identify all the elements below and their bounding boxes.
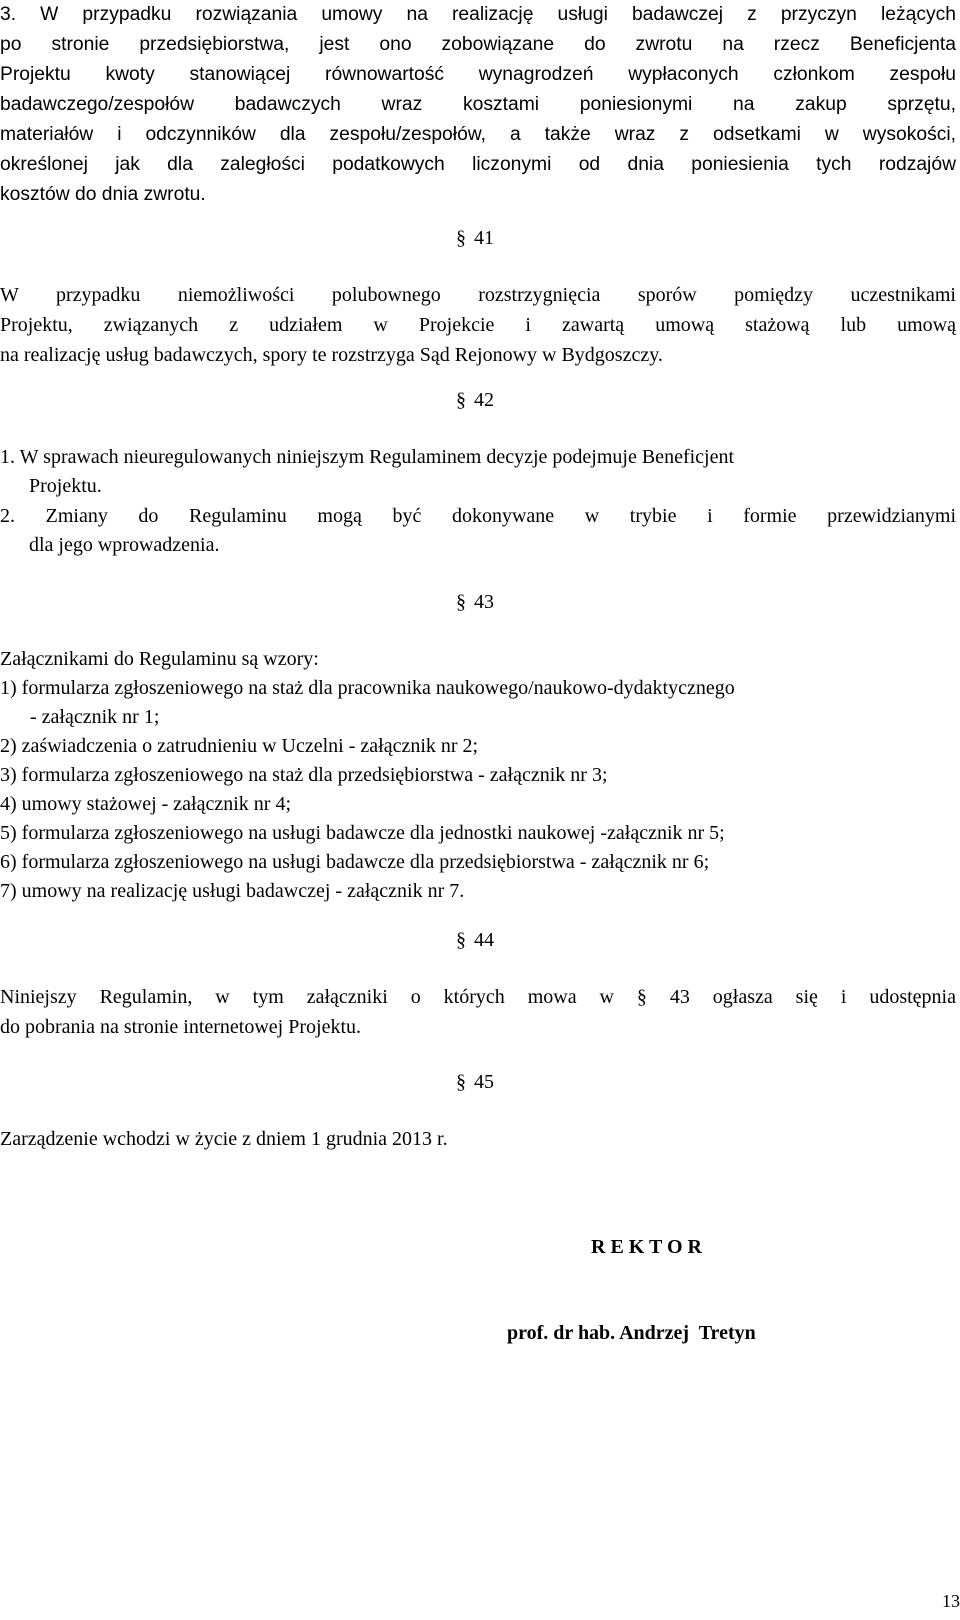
attachment-list-item: 2) zaświadczenia o zatrudnieniu w Uczelni - załącznik nr 2; bbox=[0, 735, 479, 757]
text-line: do pobrania na stronie internetowej Projektu. bbox=[0, 1016, 362, 1038]
text-line: badawczego/zespołów badawczych wraz kosztami poniesionymi na zakup sprzętu, bbox=[0, 94, 956, 115]
section-sign: § bbox=[456, 389, 466, 411]
section-heading-41 bbox=[456, 223, 494, 253]
attachment-list-item: 4) umowy stażowej - załącznik nr 4; bbox=[0, 793, 292, 815]
text-line: określonej jak dla zaległości podatkowych liczonymi od dnia poniesienia tych rodzajów bbox=[0, 154, 956, 175]
attachment-list-item: 1) formularza zgłoszeniowego na staż dla pracownika naukowego/naukowo-dydaktycznego bbox=[0, 677, 735, 699]
text-line: Projektu kwoty stanowiącej równowartość wynagrodzeń wypłaconych członkom zespołu bbox=[0, 64, 956, 85]
text-line: Niniejszy Regulamin, w tym załączniki o których mowa w § 43 ogłasza się i udostępnia bbox=[0, 986, 956, 1008]
attachment-list-item: 7) umowy na realizację usługi badawczej - załącznik nr 7. bbox=[0, 880, 465, 902]
section-42-item-1 bbox=[0, 442, 956, 472]
page-number: 13 bbox=[942, 1591, 960, 1611]
text-line: po stronie przedsiębiorstwa, jest ono zobowiązane do zwrotu na rzecz Beneficjenta bbox=[0, 34, 956, 55]
text-line: 1. W sprawach nieuregulowanych niniejszym Regulaminem decyzje podejmuje Beneficjent bbox=[0, 446, 735, 468]
section-42-item-2-continuation: dla jego wprowadzenia. bbox=[29, 534, 220, 556]
section-number: 44 bbox=[474, 929, 494, 951]
section-number: 43 bbox=[474, 591, 494, 613]
attachment-list-item: 5) formularza zgłoszeniowego na usługi badawcze dla jednostki naukowej -załącznik nr 5; bbox=[0, 822, 725, 844]
section-sign: § bbox=[456, 1071, 466, 1093]
attachment-list-item: 6) formularza zgłoszeniowego na usługi badawcze dla przedsiębiorstwa - załącznik nr 6; bbox=[0, 851, 710, 873]
section-number: 45 bbox=[474, 1071, 494, 1093]
signature-title: R E K T O R bbox=[591, 1236, 702, 1258]
section-number: 41 bbox=[474, 227, 494, 249]
section-heading-45 bbox=[456, 1067, 494, 1097]
section-sign: § bbox=[456, 227, 466, 249]
section-44-paragraph bbox=[0, 982, 956, 1042]
section-45-text: Zarządzenie wchodzi w życie z dniem 1 grudnia 2013 r. bbox=[0, 1128, 448, 1150]
section-sign: § bbox=[456, 591, 466, 613]
attachment-list-item-continuation: - załącznik nr 1; bbox=[30, 706, 160, 728]
attachment-list-item: 3) formularza zgłoszeniowego na staż dla przedsiębiorstwa - załącznik nr 3; bbox=[0, 764, 608, 786]
signature-name: prof. dr hab. Andrzej Tretyn bbox=[507, 1322, 756, 1344]
text-line: W przypadku niemożliwości polubownego rozstrzygnięcia sporów pomiędzy uczestnikami bbox=[0, 284, 956, 306]
section-heading-42 bbox=[456, 385, 494, 415]
text-line: 3. W przypadku rozwiązania umowy na realizację usługi badawczej z przyczyn leżących bbox=[0, 4, 956, 25]
text-line: 2. Zmiany do Regulaminu mogą być dokonywane w trybie i formie przewidzianymi bbox=[0, 505, 956, 527]
text-line: na realizację usług badawczych, spory te rozstrzyga Sąd Rejonowy w Bydgoszczy. bbox=[0, 344, 663, 366]
point-3-paragraph bbox=[0, 0, 956, 210]
text-line: materiałów i odczynników dla zespołu/zespołów, a także wraz z odsetkami w wysokości, bbox=[0, 124, 956, 145]
section-sign: § bbox=[456, 929, 466, 951]
section-42-item-1-continuation: Projektu. bbox=[29, 475, 102, 497]
text-line: kosztów do dnia zwrotu. bbox=[0, 184, 206, 205]
section-heading-43 bbox=[456, 587, 494, 617]
section-43-intro: Załącznikami do Regulaminu są wzory: bbox=[0, 648, 319, 670]
section-41-paragraph bbox=[0, 280, 956, 370]
text-line: Projektu, związanych z udziałem w Projekcie i zawartą umową stażową lub umową bbox=[0, 314, 956, 336]
section-heading-44 bbox=[456, 925, 494, 955]
section-42-item-2 bbox=[0, 501, 956, 531]
section-number: 42 bbox=[474, 389, 494, 411]
